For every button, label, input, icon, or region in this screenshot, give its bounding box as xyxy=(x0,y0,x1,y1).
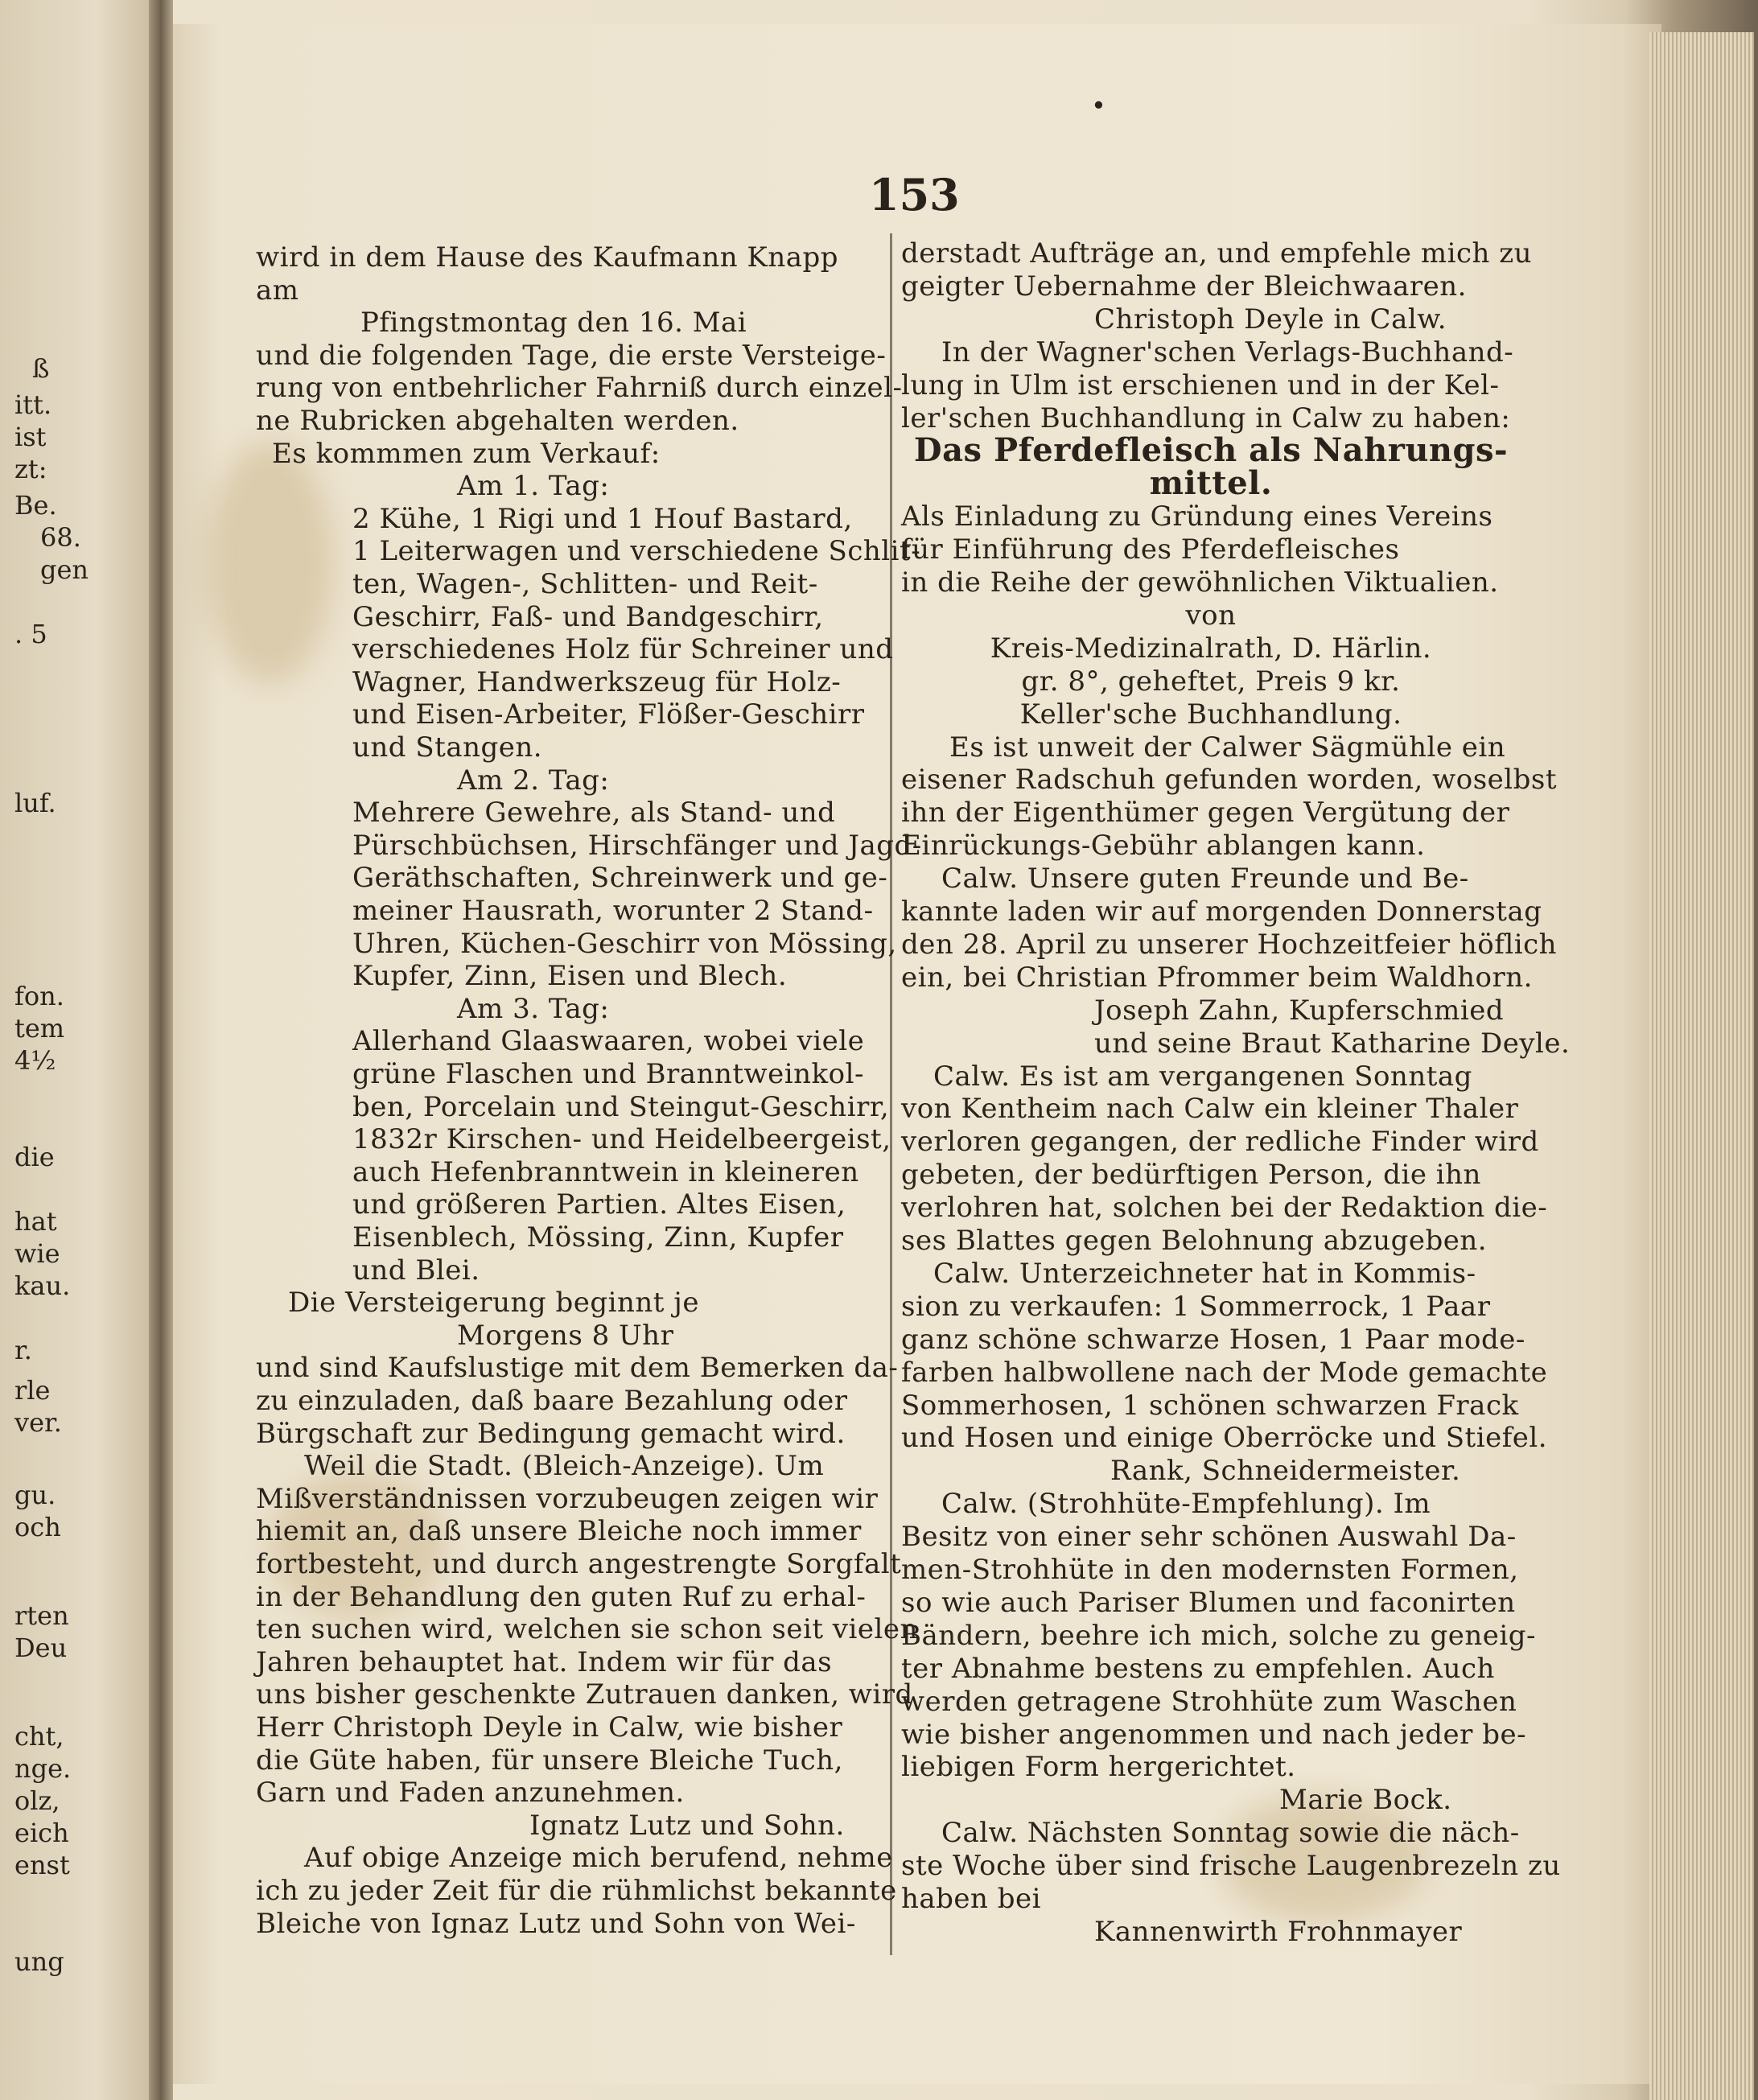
right-column-line: verlohren hat, solchen bei der Redaktion die- xyxy=(901,1192,1548,1225)
left-column-line: und sind Kaufslustige mit dem Bemerken da- xyxy=(256,1352,899,1385)
left-column-line: ben, Porcelain und Steingut-Geschirr, xyxy=(352,1090,890,1123)
left-column-line: ne Rubricken abgehalten werden. xyxy=(256,405,739,437)
left-column-line: Uhren, Küchen-Geschirr von Mössing, xyxy=(352,927,897,960)
right-column-line: Einrückungs-Gebühr ablangen kann. xyxy=(901,830,1426,863)
left-page-fragment: ß xyxy=(32,353,50,384)
left-column-line: uns bisher geschenkte Zutrauen danken, wird xyxy=(256,1678,913,1711)
right-column-line: Calw. Es ist am vergangenen Sonntag xyxy=(933,1060,1472,1093)
stain xyxy=(205,443,334,684)
right-column-line: sion zu verkaufen: 1 Sommerrock, 1 Paar xyxy=(901,1290,1491,1323)
left-column-line: 2 Kühe, 1 Rigi und 1 Houf Bastard, xyxy=(352,502,853,535)
right-column-line: Bändern, beehre ich mich, solche zu geneig- xyxy=(901,1619,1536,1652)
left-page-fragment: itt. xyxy=(14,389,52,420)
left-column-line: Die Versteigerung beginnt je xyxy=(288,1287,699,1320)
left-page-fragment: Be. xyxy=(14,490,57,521)
left-column-line: und die folgenden Tage, die erste Versteige- xyxy=(256,339,887,372)
right-column-line: Sommerhosen, 1 schönen schwarzen Frack xyxy=(901,1389,1519,1422)
right-column-line: Das Pferdefleisch als Nahrungs- xyxy=(913,431,1509,470)
right-column-line: Christoph Deyle in Calw. xyxy=(1094,303,1447,336)
left-column-line: hiemit an, daß unsere Bleiche noch immer xyxy=(256,1515,862,1548)
left-column-line: Am 1. Tag: xyxy=(457,470,610,503)
right-column-line: ganz schöne schwarze Hosen, 1 Paar mode- xyxy=(901,1323,1525,1356)
right-column-line: Rank, Schneidermeister. xyxy=(1110,1455,1461,1488)
left-column-line: und größeren Partien. Altes Eisen, xyxy=(352,1188,846,1221)
left-column-line: 1 Leiterwagen und verschiedene Schlit- xyxy=(352,535,921,568)
right-column-line: Calw. (Strohhüte-Empfehlung). Im xyxy=(941,1488,1431,1521)
left-page-fragment: kau. xyxy=(14,1270,71,1301)
right-column-line: Marie Bock. xyxy=(1279,1784,1452,1817)
left-column-line: Eisenblech, Mössing, Zinn, Kupfer xyxy=(352,1221,844,1254)
left-column-line: zu einzuladen, daß baare Bezahlung oder xyxy=(256,1385,848,1417)
left-page-fragment: wie xyxy=(14,1238,60,1269)
left-page-fragment: fon. xyxy=(14,981,64,1011)
left-page-fragment: enst xyxy=(14,1850,70,1880)
right-column-line: men-Strohhüte in den modernsten Formen, xyxy=(901,1554,1519,1586)
left-column-line: wird in dem Hause des Kaufmann Knapp xyxy=(256,241,839,274)
left-column-line: ten suchen wird, welchen sie schon seit vielen xyxy=(256,1613,918,1646)
right-column-line: in die Reihe der gewöhnlichen Viktualien. xyxy=(901,566,1499,599)
right-column-line: Calw. Nächsten Sonntag sowie die näch- xyxy=(941,1817,1520,1850)
right-column-line: derstadt Aufträge an, und empfehle mich zu xyxy=(901,237,1533,270)
left-page-fragment: gen xyxy=(40,554,89,585)
left-column-line: fortbesteht, und durch angestrengte Sorgfalt xyxy=(256,1548,902,1580)
left-column-line: rung von entbehrlicher Fahrniß durch einzel- xyxy=(256,372,903,405)
right-column-line: ses Blattes gegen Belohnung abzugeben. xyxy=(901,1225,1488,1257)
left-column-line: und Eisen-Arbeiter, Flößer-Geschirr xyxy=(352,698,865,731)
left-column-line: Mehrere Gewehre, als Stand- und xyxy=(352,797,836,830)
right-column-line: Es ist unweit der Calwer Sägmühle ein xyxy=(949,731,1506,764)
left-page-fragment: hat xyxy=(14,1206,57,1237)
left-page-fragment: ver. xyxy=(14,1407,62,1438)
page-edges xyxy=(1649,32,1754,2100)
right-column-line: haben bei xyxy=(901,1883,1042,1915)
right-column-line: verloren gegangen, der redliche Finder wird xyxy=(901,1126,1539,1159)
right-column-line: ler'schen Buchhandlung in Calw zu haben: xyxy=(901,401,1511,434)
right-column-line: ihn der Eigenthümer gegen Vergütung der xyxy=(901,797,1510,830)
left-page-fragment: luf. xyxy=(14,788,56,818)
right-column-line: gebeten, der bedürftigen Person, die ihn xyxy=(901,1159,1481,1192)
left-column-line: Auf obige Anzeige mich berufend, nehme xyxy=(304,1842,893,1875)
right-column-line: so wie auch Pariser Blumen und faconirten xyxy=(901,1586,1516,1619)
right-column-line: für Einführung des Pferdefleisches xyxy=(901,533,1400,566)
left-column-line: meiner Hausrath, worunter 2 Stand- xyxy=(352,895,874,927)
right-column-line: werden getragene Strohhüte zum Waschen xyxy=(901,1685,1517,1718)
left-column-line: verschiedenes Holz für Schreiner und xyxy=(352,633,894,666)
left-page-fragment: cht, xyxy=(14,1721,64,1752)
right-column-line: kannte laden wir auf morgenden Donnerstag xyxy=(901,896,1542,928)
ornament-mark: • xyxy=(1091,90,1106,121)
right-column-line: geigter Uebernahme der Bleichwaaren. xyxy=(901,270,1467,303)
left-page-fragment: olz, xyxy=(14,1785,60,1816)
right-column-line: Besitz von einer sehr schönen Auswahl Da- xyxy=(901,1521,1517,1554)
left-column-line: Morgens 8 Uhr xyxy=(457,1319,674,1352)
right-column-line: und Hosen und einige Oberröcke und Stiefel. xyxy=(901,1422,1548,1455)
right-column-line: mittel. xyxy=(1149,464,1273,503)
left-page-fragment: och xyxy=(14,1512,61,1542)
right-column-line: lung in Ulm ist erschienen und in der Kel- xyxy=(901,369,1500,401)
left-column-line: Wagner, Handwerkszeug für Holz- xyxy=(352,665,842,698)
left-page-fragment: 68. xyxy=(40,522,81,553)
page-number: 153 xyxy=(869,169,960,220)
left-column-line: Es kommmen zum Verkauf: xyxy=(272,437,661,470)
left-column-line: Weil die Stadt. (Bleich-Anzeige). Um xyxy=(304,1450,825,1483)
right-column-line: und seine Braut Katharine Deyle. xyxy=(1094,1027,1571,1060)
right-column-line: ter Abnahme bestens zu empfehlen. Auch xyxy=(901,1652,1495,1685)
left-column-line: und Blei. xyxy=(352,1254,480,1287)
right-column-line: ein, bei Christian Pfrommer beim Waldhorn. xyxy=(901,961,1533,994)
right-column-line: Kreis-Medizinalrath, D. Härlin. xyxy=(990,632,1432,665)
right-column-line: wie bisher angenommen und nach jeder be- xyxy=(901,1718,1527,1751)
left-page-fragment: nge. xyxy=(14,1753,72,1784)
left-column-line: Geschirr, Faß- und Bandgeschirr, xyxy=(352,600,824,633)
right-column-line: gr. 8°, geheftet, Preis 9 kr. xyxy=(1021,665,1401,698)
left-column-line: Am 3. Tag: xyxy=(457,992,610,1025)
left-column-line: grüne Flaschen und Branntweinkol- xyxy=(352,1058,864,1090)
left-page-fragment: zt: xyxy=(14,454,47,484)
right-column-line: von Kentheim nach Calw ein kleiner Thaler xyxy=(901,1093,1519,1126)
right-column-line: Keller'sche Buchhandlung. xyxy=(1019,698,1402,731)
left-column-line: Bleiche von Ignaz Lutz und Sohn von Wei- xyxy=(256,1907,856,1940)
left-column-line: Pürschbüchsen, Hirschfänger und Jagd- xyxy=(352,829,922,862)
right-column-line: von xyxy=(1185,599,1237,632)
left-page-fragment: Deu xyxy=(14,1633,68,1663)
left-column-line: in der Behandlung den guten Ruf zu erhal- xyxy=(256,1580,867,1613)
right-column-line: Joseph Zahn, Kupferschmied xyxy=(1094,994,1505,1027)
left-column-line: auch Hefenbranntwein in kleineren xyxy=(352,1155,859,1188)
right-column-line: Kannenwirth Frohnmayer xyxy=(1094,1915,1463,1948)
right-column-line: Calw. Unsere guten Freunde und Be- xyxy=(941,863,1469,896)
left-column-line: 1832r Kirschen- und Heidelbeergeist, xyxy=(352,1123,891,1156)
right-column-line: liebigen Form hergerichtet. xyxy=(901,1751,1296,1784)
left-column-line: am xyxy=(256,274,299,307)
left-column-line: Pfingstmontag den 16. Mai xyxy=(360,307,747,340)
left-page-fragment: rle xyxy=(14,1375,51,1406)
right-column-line: den 28. April zu unserer Hochzeitfeier höflich xyxy=(901,928,1558,961)
left-page-fragment: . 5 xyxy=(14,619,47,649)
left-column-line: Bürgschaft zur Bedingung gemacht wird. xyxy=(256,1417,846,1450)
left-column-line: Geräthschaften, Schreinwerk und ge- xyxy=(352,862,888,895)
left-column-line: ten, Wagen-, Schlitten- und Reit- xyxy=(352,568,818,600)
right-column-line: ste Woche über sind frische Laugenbrezeln zu xyxy=(901,1850,1561,1883)
left-page-fragment: ung xyxy=(14,1946,64,1977)
left-page-fragment: die xyxy=(14,1142,55,1172)
left-column-line: und Stangen. xyxy=(352,731,543,764)
left-column-line: Kupfer, Zinn, Eisen und Blech. xyxy=(352,960,788,993)
left-column-line: die Güte haben, für unsere Bleiche Tuch, xyxy=(256,1744,843,1777)
left-column-line: Allerhand Glaaswaaren, wobei viele xyxy=(352,1025,865,1058)
left-page-fragment: eich xyxy=(14,1818,69,1848)
left-column-line: Am 2. Tag: xyxy=(457,764,610,797)
left-column-line: ich zu jeder Zeit für die rühmlichst bekannte xyxy=(256,1875,897,1907)
left-column-line: Ignatz Lutz und Sohn. xyxy=(529,1809,845,1842)
left-column-line: Garn und Faden anzunehmen. xyxy=(256,1777,685,1810)
left-column-line: Jahren behauptet hat. Indem wir für das xyxy=(256,1645,833,1678)
left-page-fragment: 4½ xyxy=(14,1045,56,1076)
right-column-line: farben halbwollene nach der Mode gemachte xyxy=(901,1356,1548,1389)
left-page-fragment: tem xyxy=(14,1013,65,1044)
left-page-fragment: r. xyxy=(14,1335,32,1365)
right-column-line: Als Einladung zu Gründung eines Vereins xyxy=(901,500,1493,533)
right-column-line: In der Wagner'schen Verlags-Buchhand- xyxy=(941,336,1514,369)
left-page-fragment: ist xyxy=(14,422,47,452)
right-column-line: eisener Radschuh gefunden worden, woselbst xyxy=(901,764,1558,797)
left-page-fragment: rten xyxy=(14,1600,69,1631)
right-column-line: Calw. Unterzeichneter hat in Kommis- xyxy=(933,1257,1476,1290)
left-page-fragment: gu. xyxy=(14,1480,56,1510)
left-column-line: Herr Christoph Deyle in Calw, wie bisher xyxy=(256,1711,843,1744)
book-gutter xyxy=(149,0,173,2100)
left-column-line: Mißverständnissen vorzubeugen zeigen wir xyxy=(256,1482,879,1515)
